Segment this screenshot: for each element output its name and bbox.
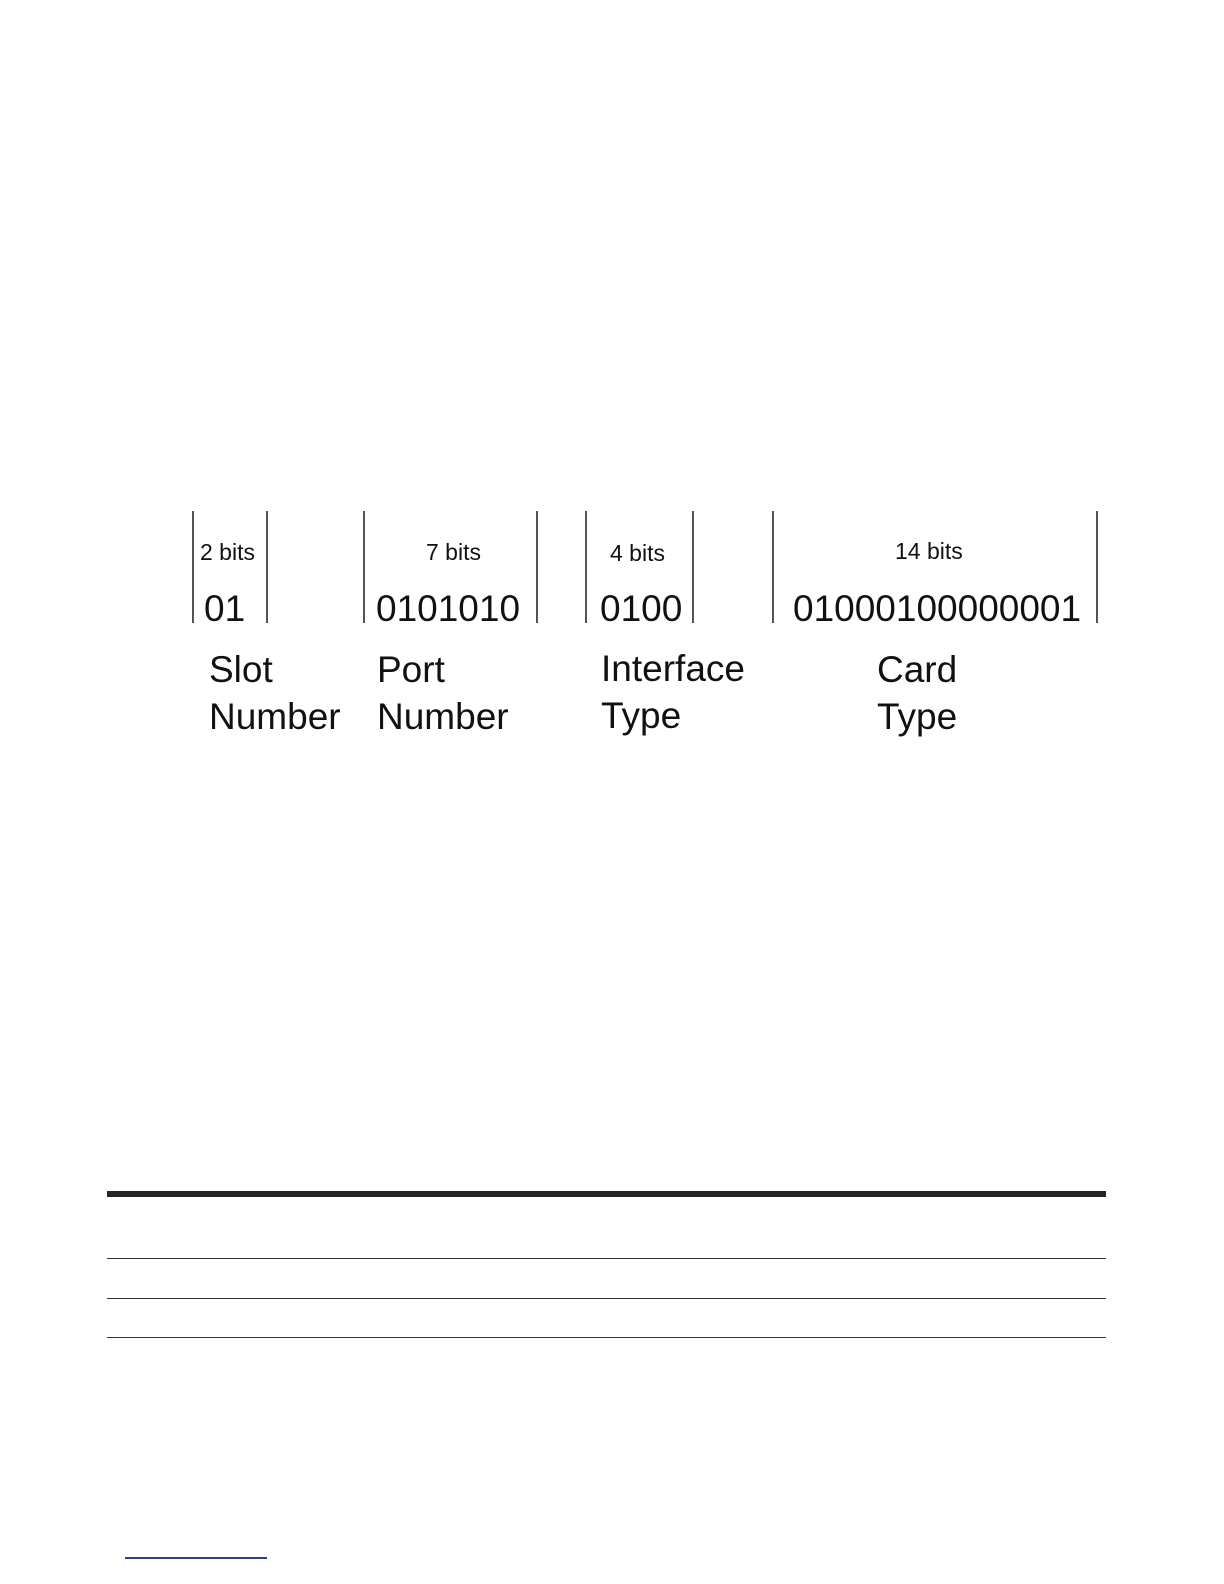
field-4-value: 01000100000001 (793, 588, 1082, 629)
field-2-value: 0101010 (376, 588, 521, 629)
field-1-value: 01 (204, 588, 246, 629)
field-1-bit-width: 2 bits (200, 539, 255, 565)
field-2-right-border (536, 511, 538, 623)
table-row-rule-1 (107, 1258, 1106, 1259)
field-3-value: 0100 (600, 588, 683, 629)
field-4-right-border (1096, 511, 1098, 623)
table-top-rule (107, 1191, 1106, 1197)
field-2-label-line-1: Port (377, 649, 445, 690)
field-2-bit-width: 7 bits (426, 539, 481, 565)
field-3-label-line-1: Interface (601, 648, 745, 689)
table-bottom-rule (107, 1337, 1106, 1338)
field-1-label (209, 646, 341, 740)
field-4-label-line-1: Card (877, 649, 958, 690)
field-4-left-border (772, 511, 774, 623)
field-3-left-border (585, 511, 587, 623)
field-3-label-line-2: Type (601, 695, 682, 736)
field-2-label (377, 646, 509, 740)
field-4-bit-width: 14 bits (895, 538, 963, 564)
field-1-left-border (192, 511, 194, 623)
field-3-bit-width: 4 bits (610, 540, 665, 566)
field-1-label-line-2: Number (209, 696, 341, 737)
field-3-label (601, 645, 745, 739)
field-2-left-border (363, 511, 365, 623)
field-1-label-line-1: Slot (209, 649, 273, 690)
table-row-rule-2 (107, 1298, 1106, 1299)
field-4-label-line-2: Type (877, 696, 958, 737)
footnote-separator (125, 1557, 267, 1559)
field-3-right-border (692, 511, 694, 623)
field-1-right-border (266, 511, 268, 623)
field-2-label-line-2: Number (377, 696, 509, 737)
field-4-label (877, 646, 957, 740)
